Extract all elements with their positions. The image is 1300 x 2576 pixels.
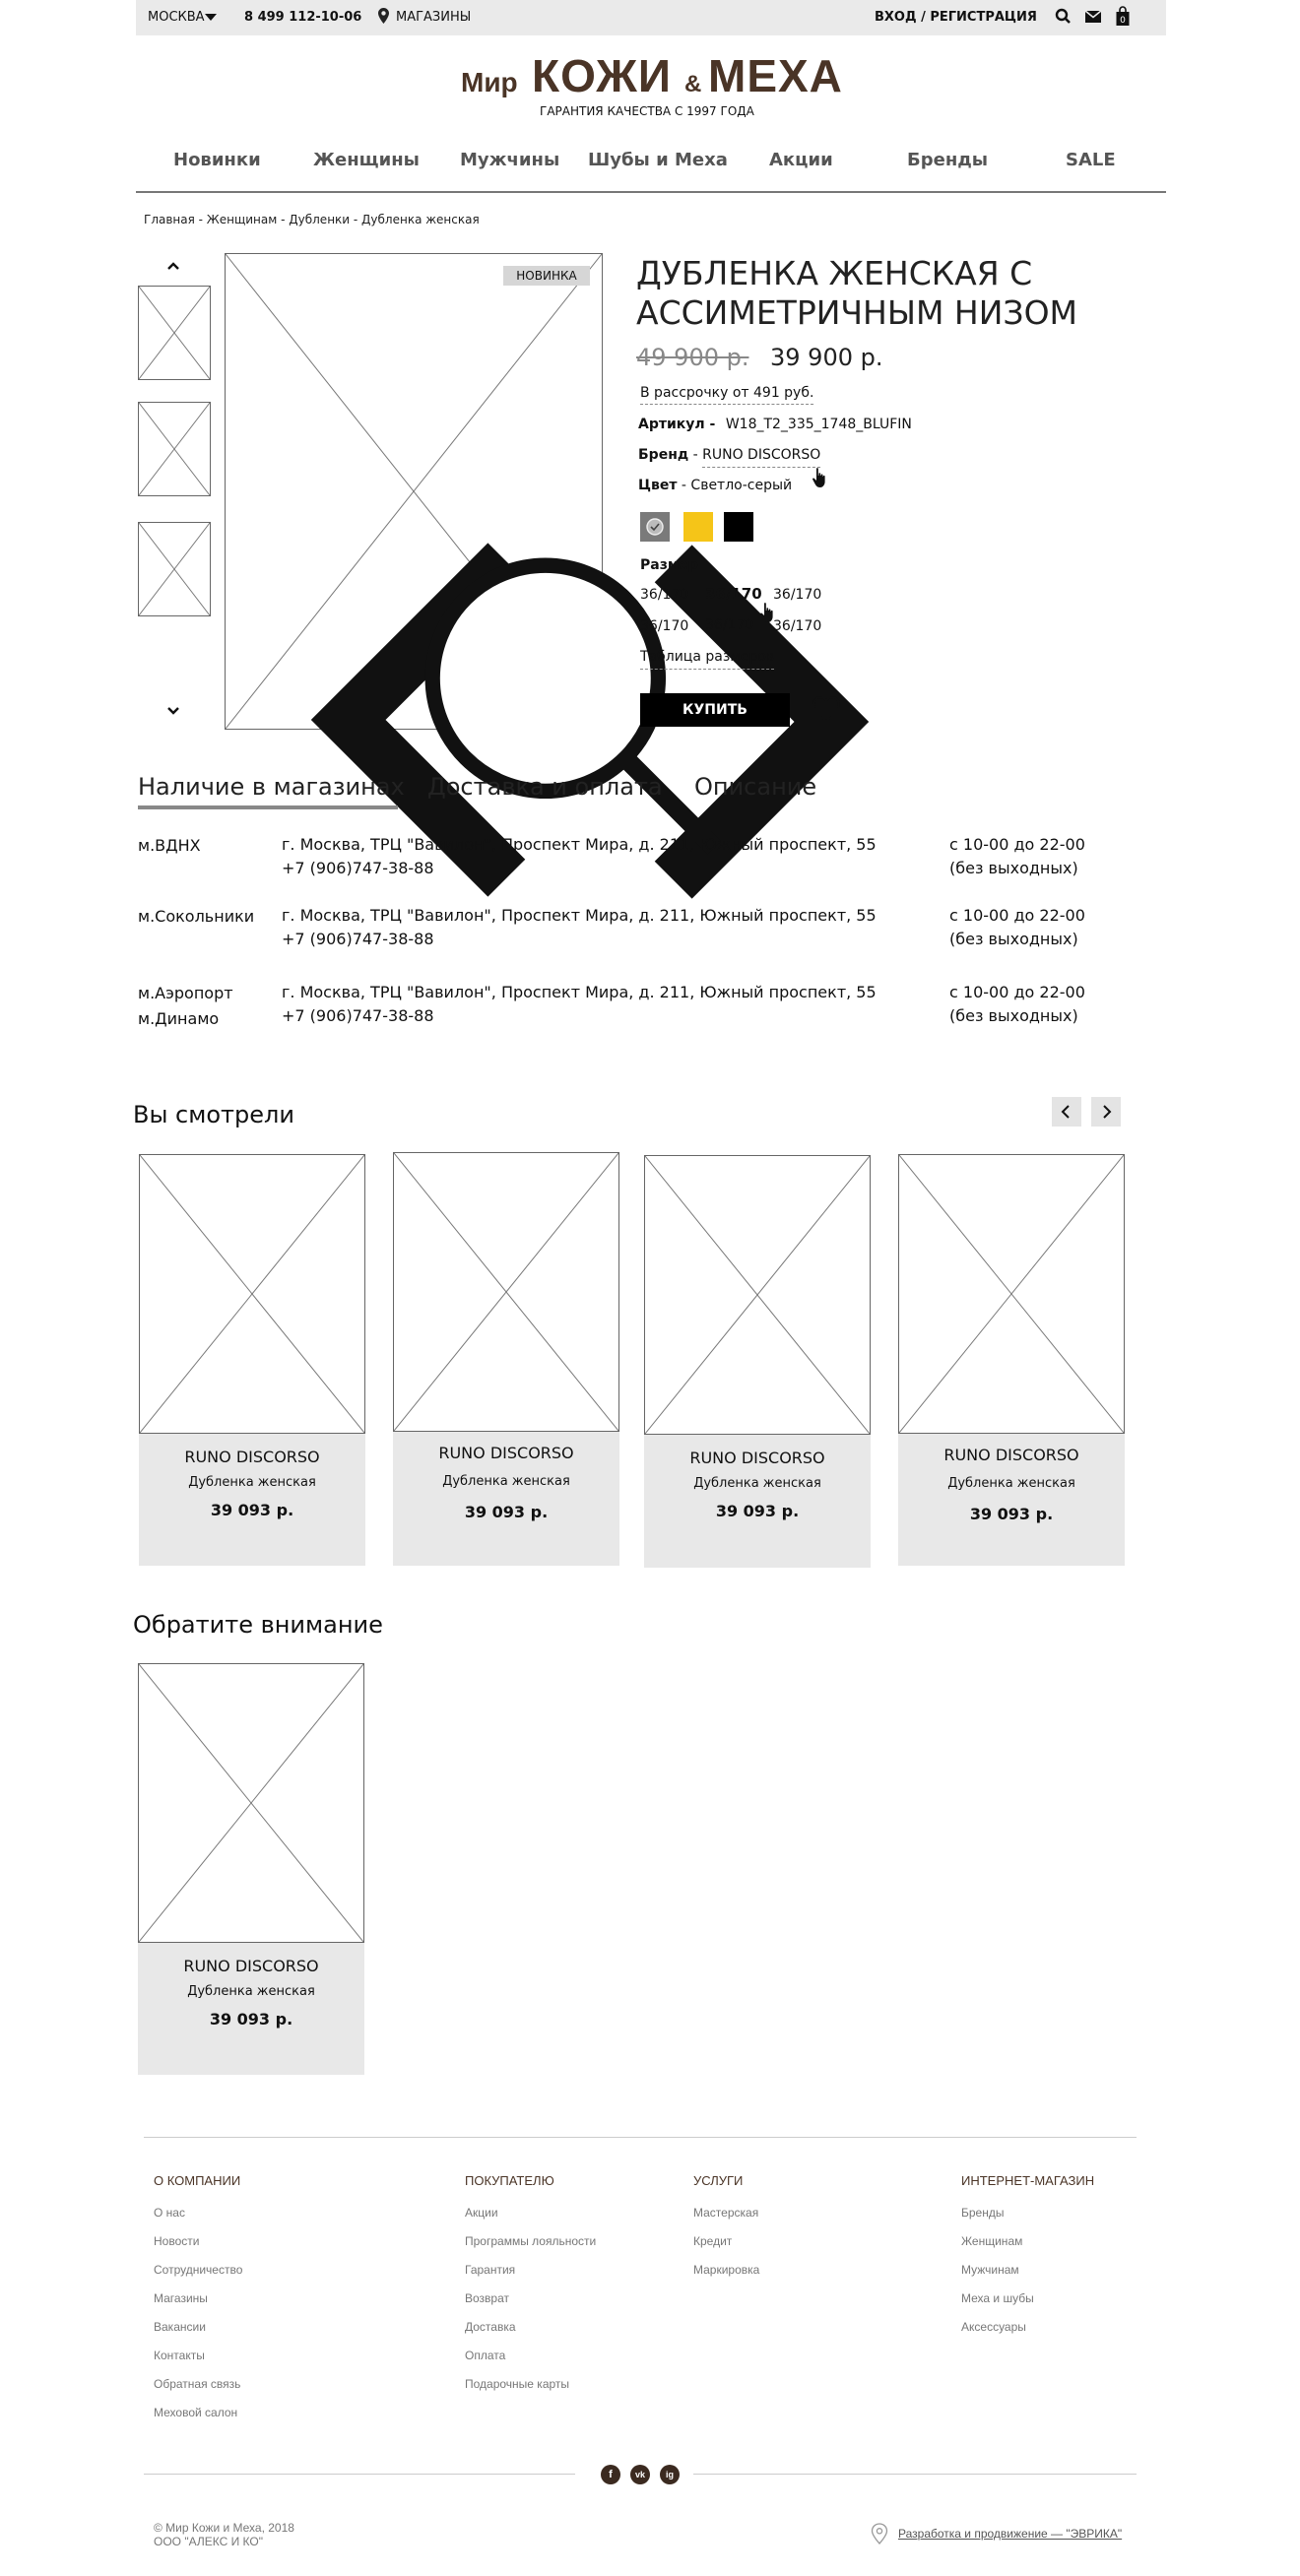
product-title-line-1: ДУБЛЕНКА ЖЕНСКАЯ С: [636, 254, 1033, 292]
copyright: [154, 2521, 294, 2548]
footer-link[interactable]: Акции: [465, 2206, 498, 2220]
developer-link[interactable]: Разработка и продвижение — "ЭВРИКА": [898, 2527, 1123, 2541]
developer-logo-icon: [871, 2523, 888, 2544]
logo-word-2: МЕХА: [708, 50, 843, 101]
store-address-line: г. Москва, ТРЦ "Вавилон", Проспект Мира, д. 211, Южный проспект, 55: [282, 906, 877, 925]
store-phone[interactable]: +7 (906)747-38-88: [282, 1006, 434, 1025]
store-phone[interactable]: +7 (906)747-38-88: [282, 930, 434, 948]
product-card-brand: RUNO DISCORSO: [438, 1444, 574, 1462]
nav-item-men[interactable]: Мужчины: [460, 150, 560, 170]
color-value: Светло-серый: [690, 478, 793, 493]
product-card-price: 39 093 р.: [464, 1503, 549, 1521]
brand-label: Бренд: [638, 447, 689, 463]
store-hours-days: (без выходных): [949, 930, 1078, 948]
top-bar: [136, 0, 1166, 35]
store-metro: м.Сокольники: [138, 907, 255, 926]
instagram-icon[interactable]: ig: [660, 2465, 680, 2484]
footer-link[interactable]: Маркировка: [693, 2263, 760, 2277]
size-option-selected[interactable]: 36/170: [705, 585, 762, 603]
product-card-image[interactable]: [393, 1152, 619, 1432]
product-card-image[interactable]: [138, 1663, 364, 1943]
product-card[interactable]: [898, 1154, 1125, 1566]
tagline: ГАРАНТИЯ КАЧЕСТВА С 1997 ГОДА: [540, 104, 754, 118]
footer-link[interactable]: Новости: [154, 2234, 200, 2248]
store-hours-time: с 10-00 до 22-00: [949, 906, 1085, 925]
tab-availability[interactable]: Наличие в магазинах: [138, 773, 405, 801]
city-selector[interactable]: МОСКВА: [148, 10, 205, 25]
store-metro: [138, 981, 233, 1032]
size-option[interactable]: 36/170: [705, 617, 754, 633]
product-card-type: Дубленка женская: [947, 1476, 1075, 1491]
store-address-line: г. Москва, ТРЦ "Вавилон", Проспект Мира, д. 211, Южный проспект, 55: [282, 983, 877, 1001]
product-card-type: Дубленка женская: [187, 1984, 315, 1999]
size-option[interactable]: 36/170: [773, 618, 822, 634]
store-address-line: г. Москва, ТРЦ "Вавилон", Проспект Мира, д. 211, Южный проспект, 55: [282, 835, 877, 854]
store-phone[interactable]: +7 (906)747-38-88: [282, 859, 434, 877]
product-card-type: Дубленка женская: [442, 1474, 570, 1489]
product-card[interactable]: [644, 1155, 871, 1568]
footer-link[interactable]: Мастерская: [693, 2206, 759, 2220]
size-option[interactable]: 36/170: [773, 587, 822, 603]
shopping-bag-icon[interactable]: [1111, 5, 1135, 29]
site-logo[interactable]: [459, 49, 843, 100]
chevron-down-icon[interactable]: [165, 703, 181, 719]
nav-item-brands[interactable]: Бренды: [907, 150, 989, 170]
product-title: [636, 254, 1148, 333]
installment-link[interactable]: В рассрочку от 491 руб.: [640, 385, 813, 405]
product-title-line-2: АССИМЕТРИЧНЫМ НИЗОМ: [636, 293, 1078, 332]
login-register-link[interactable]: ВХОД / РЕГИСТРАЦИЯ: [875, 10, 1037, 25]
color-row: Цвет - Светло-серый: [638, 478, 793, 493]
brand-link[interactable]: RUNO DISCORSO: [702, 447, 820, 468]
logo-word-1: КОЖИ: [532, 50, 672, 101]
viewed-section-title: Вы смотрели: [133, 1101, 294, 1128]
product-card-brand: RUNO DISCORSO: [689, 1449, 825, 1467]
footer-divider: [144, 2474, 575, 2475]
footer-link[interactable]: Мужчинам: [961, 2263, 1019, 2277]
new-badge: НОВИНКА: [503, 266, 590, 286]
phone-number[interactable]: 8 499 112-10-06: [244, 10, 362, 25]
footer-link[interactable]: Оплата: [465, 2349, 506, 2362]
store-hours: [949, 904, 1085, 951]
store-hours-time: с 10-00 до 22-00: [949, 983, 1085, 1001]
product-card[interactable]: [139, 1154, 365, 1566]
carousel-next-button[interactable]: [1091, 1097, 1121, 1127]
store-hours-time: с 10-00 до 22-00: [949, 835, 1085, 854]
product-card-price: 39 093 р.: [210, 1501, 294, 1519]
nav-item-sales[interactable]: Акции: [769, 150, 833, 170]
size-label: Размер: [640, 557, 698, 573]
product-card[interactable]: [138, 1663, 364, 2075]
product-card-image[interactable]: [139, 1154, 365, 1434]
stores-link[interactable]: МАГАЗИНЫ: [396, 10, 472, 25]
footer-link[interactable]: Магазины: [154, 2291, 208, 2305]
footer-link[interactable]: Бренды: [961, 2206, 1005, 2220]
cart-count: 0: [1120, 16, 1126, 26]
store-metro: м.ВДНХ: [138, 836, 201, 855]
footer-col-title: О КОМПАНИИ: [154, 2173, 241, 2188]
store-address: [282, 981, 877, 1028]
breadcrumb[interactable]: Главная - Женщинам - Дубленки - Дубленка женская: [144, 213, 480, 226]
footer-col-title: УСЛУГИ: [693, 2173, 744, 2188]
product-card-image[interactable]: [898, 1154, 1125, 1434]
color-swatch-yellow[interactable]: [683, 512, 713, 542]
footer-link[interactable]: Возврат: [465, 2291, 509, 2305]
tab-description[interactable]: Описание: [694, 773, 817, 801]
footer-link[interactable]: Сотрудничество: [154, 2263, 243, 2277]
product-card-price: 39 093 р.: [715, 1502, 800, 1520]
attention-section-title: Обратите внимание: [133, 1611, 383, 1639]
article-label: Артикул -: [638, 417, 716, 432]
footer-link[interactable]: Кредит: [693, 2234, 733, 2248]
store-hours-days: (без выходных): [949, 859, 1078, 877]
hand-cursor-icon: [811, 467, 828, 488]
footer-link[interactable]: О нас: [154, 2206, 185, 2220]
color-swatch-black[interactable]: [724, 512, 753, 542]
chevron-left-icon: [1052, 1097, 1081, 1127]
footer-link[interactable]: Вакансии: [154, 2320, 206, 2334]
brand-row: Бренд - RUNO DISCORSO: [638, 447, 820, 463]
copyright-line-2: ООО "АЛЕКС И КО": [154, 2535, 264, 2548]
product-card-type: Дубленка женская: [693, 1476, 821, 1491]
heart-icon[interactable]: [812, 695, 841, 723]
footer-link[interactable]: Меха и шубы: [961, 2291, 1034, 2305]
footer-link[interactable]: Контакты: [154, 2349, 205, 2362]
nav-item-sale[interactable]: SALE: [1066, 150, 1116, 170]
store-hours: [949, 981, 1085, 1028]
product-card-price: 39 093 р.: [209, 2010, 293, 2029]
gallery-thumbnail[interactable]: [138, 286, 211, 380]
store-address: [282, 904, 877, 951]
active-tab-indicator: [138, 805, 398, 809]
nav-item-new[interactable]: Новинки: [173, 150, 261, 170]
footer-divider: [693, 2474, 1137, 2475]
main-product-image[interactable]: [225, 253, 603, 730]
store-hours-days: (без выходных): [949, 1006, 1078, 1025]
footer-link[interactable]: Женщинам: [961, 2234, 1023, 2248]
article-value: W18_T2_335_1748_BLUFIN: [725, 417, 912, 432]
old-price: 49 900 р.: [636, 344, 749, 371]
store-metro-2: м.Динамо: [138, 1009, 220, 1028]
carousel-prev-button[interactable]: [1052, 1097, 1081, 1127]
color-label: Цвет: [638, 478, 678, 493]
nav-item-women[interactable]: Женщины: [313, 150, 420, 170]
article-row: [638, 417, 912, 432]
footer-col-title: ИНТЕРНЕТ-МАГАЗИН: [961, 2173, 1095, 2188]
footer-link[interactable]: Подарочные карты: [465, 2377, 570, 2391]
chevron-right-icon: [1091, 1097, 1121, 1127]
gallery-thumbnail[interactable]: [138, 522, 211, 616]
product-card-image[interactable]: [644, 1155, 871, 1435]
footer-link[interactable]: Гарантия: [465, 2263, 516, 2277]
product-card-type: Дубленка женская: [188, 1475, 316, 1490]
footer-divider: [144, 2137, 1137, 2138]
main-nav: [136, 146, 1166, 193]
product-card-price: 39 093 р.: [969, 1505, 1054, 1523]
nav-item-furs[interactable]: Шубы и Меха: [588, 150, 728, 170]
current-price: 39 900 р.: [770, 344, 883, 371]
buy-button[interactable]: КУПИТЬ: [640, 693, 790, 727]
footer-link[interactable]: Меховой салон: [154, 2406, 238, 2419]
product-card-brand: RUNO DISCORSO: [943, 1446, 1079, 1464]
copyright-line-1: © Мир Кожи и Меха, 2018: [154, 2521, 294, 2535]
logo-ampersand: &: [684, 71, 702, 97]
store-hours: [949, 833, 1085, 880]
chevron-down-icon[interactable]: [205, 14, 217, 21]
store-address: [282, 833, 877, 880]
gallery-thumbnail[interactable]: [138, 402, 211, 496]
search-icon[interactable]: [1052, 5, 1075, 29]
mail-icon[interactable]: [1081, 5, 1105, 29]
facebook-icon[interactable]: f: [601, 2465, 620, 2484]
tab-delivery[interactable]: Доставка и оплата: [427, 773, 663, 801]
store-metro-1: м.Аэропорт: [138, 984, 233, 1002]
color-swatch-grey[interactable]: [640, 512, 670, 542]
product-card-brand: RUNO DISCORSO: [184, 1448, 320, 1466]
size-option[interactable]: 36/170: [640, 587, 689, 603]
product-card[interactable]: [393, 1152, 619, 1566]
logo-mir: Мир: [461, 67, 518, 97]
size-table-link[interactable]: Таблица размеров: [640, 649, 774, 670]
footer-link[interactable]: Аксессуары: [961, 2320, 1026, 2334]
footer-col-title: ПОКУПАТЕЛЮ: [465, 2173, 554, 2188]
size-option[interactable]: 36/170: [640, 618, 689, 634]
chevron-up-icon[interactable]: [165, 258, 181, 274]
map-pin-icon: [378, 8, 389, 24]
footer-link[interactable]: Программы лояльности: [465, 2234, 597, 2248]
vk-icon[interactable]: vk: [630, 2465, 650, 2484]
footer-link[interactable]: Обратная связь: [154, 2377, 241, 2391]
footer-link[interactable]: Доставка: [465, 2320, 516, 2334]
product-card-brand: RUNO DISCORSO: [183, 1957, 319, 1975]
